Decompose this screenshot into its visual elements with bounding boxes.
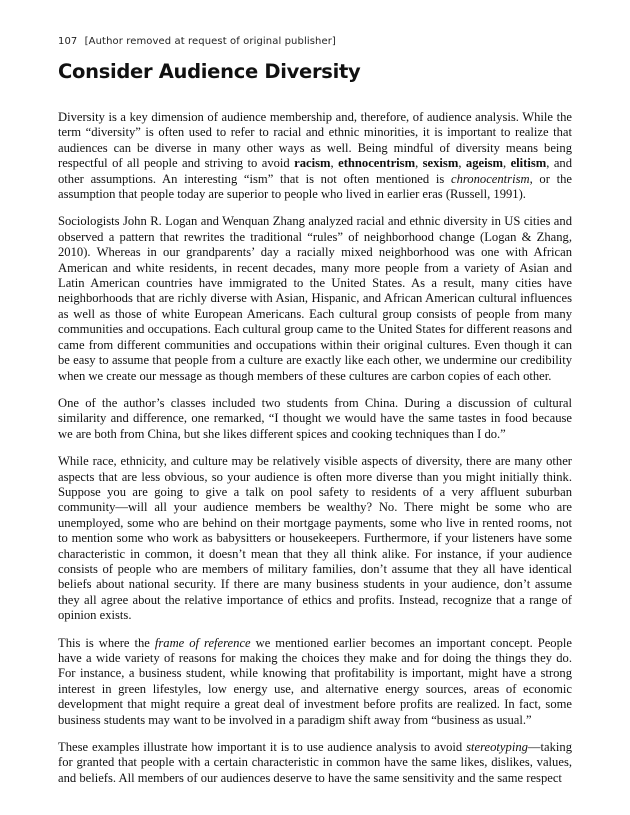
paragraph-5: This is where the frame of reference we mentioned earlier becomes an important concept. People have a wide variety of reasons for making the choices they make and for doing the things they do. For instance, a business student, while knowing that profitability is important, might have a strong interest in green lifestyles, low energy use, and alternative energy sources, areas of economic development that might require a great deal of investment before profits are realized. In fact, some business students may want to be involved in a paradigm shift away from “business as usual.”	[58, 635, 572, 727]
paragraph-1: Diversity is a key dimension of audience membership and, therefore, of audience analysis. While the term “diversity” is often used to refer to racial and ethnic minorities, it is important to realize that audiences can be diverse in many other ways as well. Being mindful of diversity means being respectful of all people and striving to avoid racism, ethnocentrism, sexism, ageism, elitism, and other assumptions. An interesting “ism” that is not often mentioned is chronocentrism, or the assumption that people today are superior to people who lived in earlier eras (Russell, 1991).	[58, 110, 573, 202]
running-head	[58, 36, 336, 47]
term-ethnocentrism: ethnocentrism	[338, 156, 416, 171]
term-stereotyping: stereotyping	[466, 740, 528, 755]
paragraph-4: While race, ethnicity, and culture may be relatively visible aspects of diversity, there are many other aspects that are less obvious, so your audience is often more diverse than you might initially think. Suppose you are going to give a talk on pool safety to residents of a very affluent suburban community—will all your audience members be wealthy? No. There might be some who are unemployed, some who are behind on their mortgage payments, some who live in rented rooms, not to mention some who work as babysitters or housekeepers. Furthermore, if your listeners have some characteristic in common, it doesn’t mean that they all think alike. For instance, if your audience consists of people who are members of military families, don’t assume that they all have identical beliefs about national security. If there are many business students in your audience, don’t assume they all agree about the relative importance of ethics and profits. Instead, recognize that a range of opinion exists.	[58, 454, 572, 623]
term-chronocentrism: chronocentrism	[450, 171, 530, 186]
term-racism: racism	[294, 156, 331, 171]
section-title: Consider Audience Diversity	[58, 60, 361, 83]
term-frame-of-reference: frame of reference	[154, 635, 251, 650]
body-text	[58, 110, 572, 798]
page-number: 107	[58, 36, 78, 47]
term-ageism: ageism	[465, 156, 503, 171]
paragraph-2: Sociologists John R. Logan and Wenquan Zhang analyzed racial and ethnic diversity in US cities and observed a pattern that rewrites the traditional “rules” of neighborhood change (Logan & Zhang, 2010). Whereas in our grandparents’ day a racially mixed neighborhood was one with African American and white residents, in recent decades, many more people from a variety of Asian and Latin American countries have immigrated to the United States. As a result, many cities have neighborhoods that are richly diverse with Asian, Hispanic, and African American cultural influences as well as those of white European Americans. Each cultural group consists of people from many communities and occupations. Each cultural group came to the United States for different reasons and came from different communities and occupations within their original cultures. Even though it can be easy to assume that people from a culture are exactly like each other, we undermine our credibility when we create our message as though members of these cultures are carbon copies of each other.	[58, 214, 572, 383]
paragraph-3: One of the author’s classes included two students from China. During a discussion of cultural similarity and difference, one remarked, “I thought we would have the same tastes in food because we are both from China, but she likes different spices and cooking techniques than I do.”	[58, 395, 572, 441]
term-elitism: elitism	[510, 156, 547, 171]
paragraph-6: These examples illustrate how important it is to use audience analysis to avoid stereotyping—taking for granted that people with a certain characteristic in common have the same likes, dislikes, values, and beliefs. All members of our audiences deserve to have the same sensitivity and the same respect	[58, 740, 572, 785]
running-head-text: [Author removed at request of original publisher]	[84, 36, 336, 47]
term-sexism: sexism	[422, 156, 459, 171]
